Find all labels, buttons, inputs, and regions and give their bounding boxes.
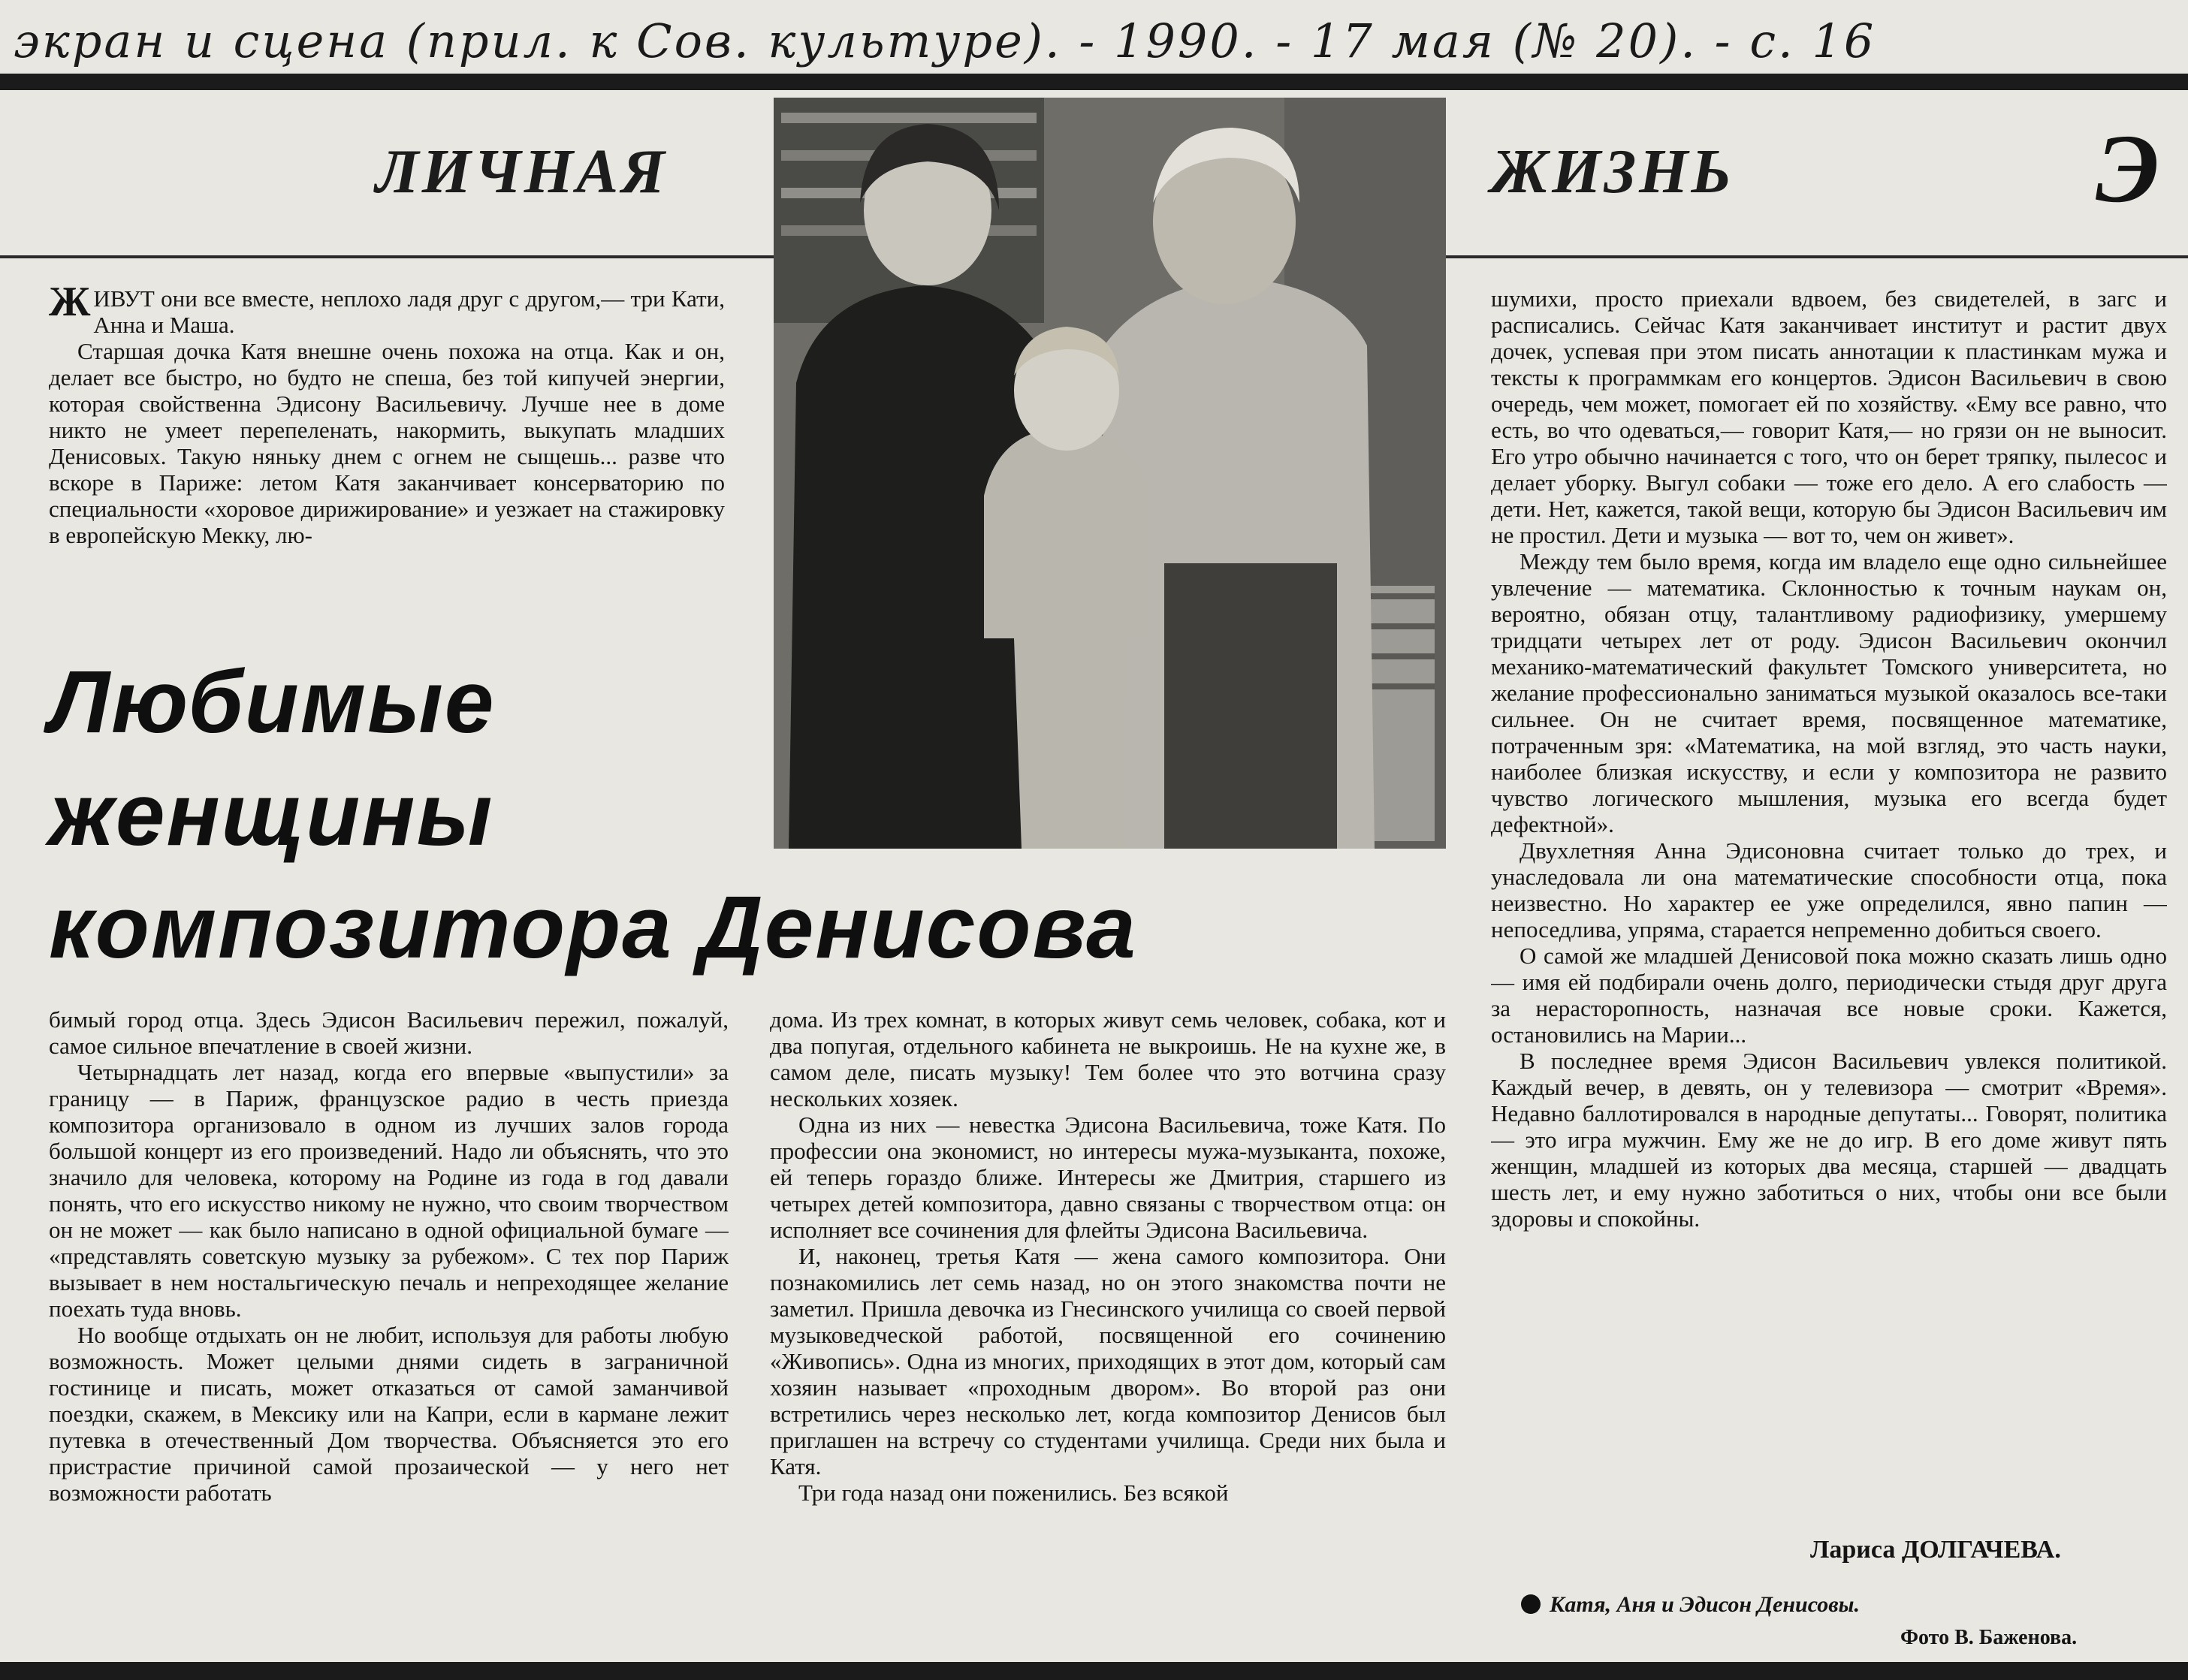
handwritten-bibliographic-note: экран и сцена (прил. к Сов. культуре). - 1990. - 17 мая (№ 20). - с. 16 [14,14,1876,68]
headline-line-3: композитора Денисова [49,878,1137,977]
bullet-icon [1521,1594,1541,1614]
paragraph: Между тем было время, когда им владело еще одно сильнейшее увлечение — математика. Склонностью к точным наукам он, вероятно, обязан отцу, талантливому радиофизику, умершему тридцати четырех лет от роду. Эдисон Васильевич окончил механико-математический факультет Томского университета, но желание профессионально заниматься музыкой оказалось все-таки сильнее. Он не считает время, посвященное математике, потраченным зря: «Математика, на мой взгляд, это часть науки, наиболее близкая искусству, и если у композитора не развито чувство логического мышления, музыка его всегда будет дефектной». [1491,548,2167,837]
photo-credit: Фото В. Баженова. [1900,1626,2078,1649]
paragraph: дома. Из трех комнат, в которых живут семь человек, собака, кот и два попугая, отдельного кабинета не выкроишь. Не на кухне же, в самом деле, писать музыку! Тем более что это вотчина сразу нескольких хозяек. [770,1006,1446,1111]
rubric-left: ЛИЧНАЯ [376,137,668,207]
headline-line-2: женщины [49,765,494,864]
article-column-1-bottom [49,1006,729,1652]
lead-text: ИВУТ они все вместе, неплохо ладя друг с другом,— три Кати, Анна и Маша. [93,285,725,338]
photo-caption [1521,1592,1860,1618]
rubric-divider-right [1446,255,2188,258]
article-column-1-top [49,285,725,616]
rubric-divider-left [0,255,774,258]
top-rule [0,74,2188,90]
paragraph: шумихи, просто приехали вдвоем, без свидетелей, в загс и расписались. Сейчас Катя заканчивает институт и растит двух дочек, успевая при этом писать аннотации к пластинкам мужа и тексты к программкам его концертов. Эдисон Васильевич в свою очередь, чем может, помогает ей по хозяйству. «Ему все равно, что есть, во что одеваться,— говорит Катя,— но грязи он не выносит. Его утро обычно начинается с того, что он берет тряпку, пылесос и делает уборку. Выгул собаки — тоже его дело. А его слабость — дети. Нет, кажется, такой вещи, которую бы Эдисон Васильевич им не простил. Дети и музыка — вот то, чем он живет». [1491,285,2167,548]
drop-cap: Ж [49,285,91,325]
paragraph: Но вообще отдыхать он не любит, используя для работы любую возможность. Может целыми днями сидеть в заграничной гостинице и писать, может отказаться от самой заманчивой поездки, скажем, в Мексику или на Капри, если в кармане лежит путевка в отечественный Дом творчества. Объясняется это его пристрастие причиной самой прозаической — у него нет возможности работать [49,1322,729,1506]
paragraph: бимый город отца. Здесь Эдисон Васильевич пережил, пожалуй, самое сильное впечатление в своей жизни. [49,1006,729,1059]
paragraph: О самой же младшей Денисовой пока можно сказать лишь одно — имя ей подбирали очень долго, периодически стыдя друг друга за нерасторопность, назначая все новые сроки. Кажется, остановились на Марии... [1491,943,2167,1048]
article-column-2-bottom [770,1006,1446,1652]
corner-logo-mark: Э [2096,115,2159,223]
article-headline [49,646,1213,984]
paragraph: И, наконец, третья Катя — жена самого композитора. Они познакомились лет семь назад, но он этого знакомства почти не заметил. Пришла девочка из Гнесинского училища со своей первой музыковедческой работой, посвященной его сочинению «Живопись». Одна из многих, приходящих в этот дом, который сам хозяин называет «проходным двором». Во второй раз они встретились через несколько лет, когда композитор Денисов был приглашен на встречу со студентами училища. Среди них была и Катя. [770,1243,1446,1479]
paragraph: В последнее время Эдисон Васильевич увлекся политикой. Каждый вечер, в девять, он у телевизора — смотрит «Время». Недавно баллотировался в народные депутаты... Говорят, политика — это игра мужчин. Ему же не до игр. В его доме живут пять женщин, младшей из которых два месяца, старшей — двадцать шесть лет, и ему нужно заботиться о них, чтобы они все были здоровы и спокойны. [1491,1048,2167,1232]
bottom-rule [0,1662,2188,1680]
paragraph: Три года назад они поженились. Без всякой [798,1479,1229,1506]
paragraph: Двухлетняя Анна Эдисоновна считает только до трех, и унаследовала ли она математические способности отца, пока неизвестно. Но характер ее уже определился, явно папин — непоседлива, упряма, старается непременно добиться своего. [1491,837,2167,943]
paragraph: Четырнадцать лет назад, когда его впервые «выпустили» за границу — в Париж, французское радио в честь приезда композитора организовало в одном из лучших залов города большой концерт из его произведений. Надо ли объяснять, что это значило для человека, которому на Родине из года в год давали понять, что его искусство никому не нужно, что своим творчеством он не может — как было написано в одной официальной бумаге — «представлять советскую музыку за рубежом». С тех пор Париж вызывает в нем ностальгическую печаль и непреходящее желание поехать туда вновь. [49,1059,729,1322]
lead-paragraph [49,285,725,338]
article-column-3 [1491,285,2167,1555]
headline-line-1: Любимые [49,653,496,752]
rubric-right: ЖИЗНЬ [1491,137,1734,207]
author-byline: Лариса ДОЛГАЧЕВА. [1810,1536,2061,1564]
paragraph: Одна из них — невестка Эдисона Васильевича, тоже Катя. По профессии она экономист, но интересы мужа-музыканта, похоже, ей теперь гораздо ближе. Интересы же Дмитрия, старшего из четырех детей композитора, давно связаны с творчеством отца: он исполняет все сочинения для флейты Эдисона Васильевича. [770,1111,1446,1243]
paragraph: Старшая дочка Катя внешне очень похожа на отца. Как и он, делает все быстро, но будто не спеша, без той кипучей энергии, которая свойственна Эдисону Васильевичу. Лучше нее в доме никто не умеет перепеленать, накормить, выкупать младших Денисовых. Такую няньку днем с огнем не сыщешь... разве что вскоре в Париже: летом Катя заканчивает консерваторию по специальности «хоровое дирижирование» и уезжает на стажировку в европейскую Мекку, лю- [49,338,725,548]
photo-caption-text: Катя, Аня и Эдисон Денисовы. [1550,1592,1860,1617]
